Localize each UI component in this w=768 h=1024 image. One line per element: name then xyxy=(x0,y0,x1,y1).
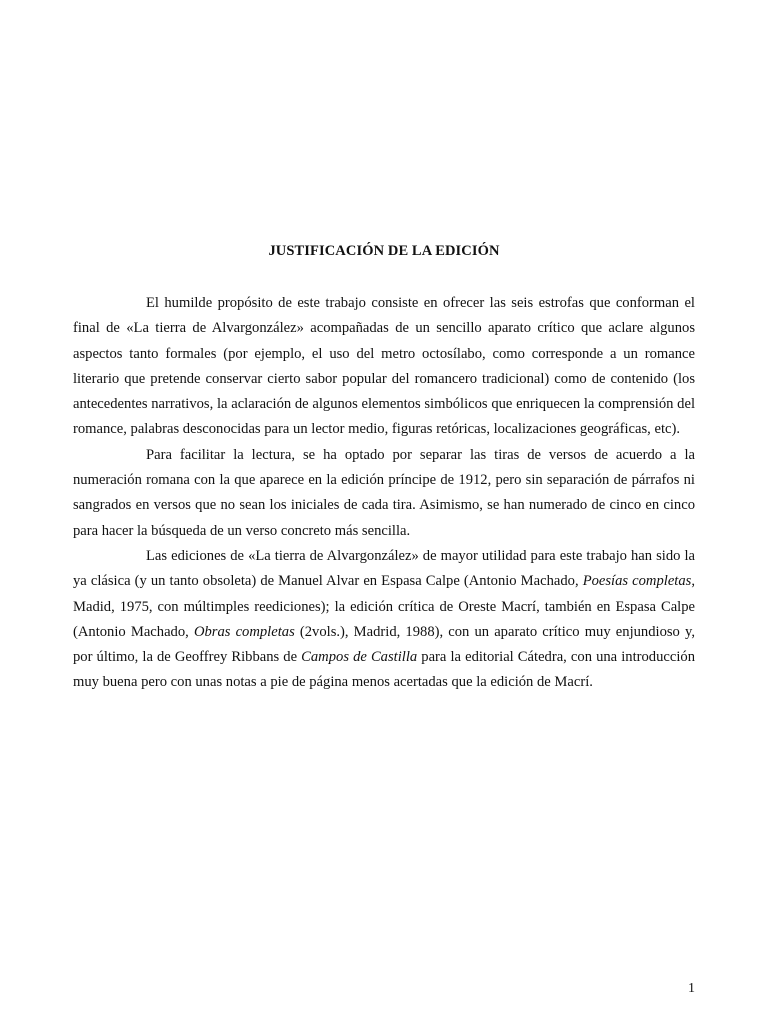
page-number: 1 xyxy=(688,981,695,996)
paragraph-3-text-3: (2vols.), Madrid, 1988), con un aparato crítico muy enjundioso y, por último, la de Geoffrey Ribbans de xyxy=(73,623,695,666)
page-title: JUSTIFICACIÓN DE LA EDICIÓN xyxy=(268,243,500,259)
book-title-poesias-completas: Poesías completas xyxy=(582,573,692,590)
paragraph-3-text-4: para la editorial Cátedra, con una introducción muy buena pero con unas notas a pie de página menos acertadas que la edición de Macrí. xyxy=(73,649,696,691)
paragraph-3-text-1: Las ediciones de «La tierra de Alvargonzález» de mayor utilidad para este trabajo han sido la ya clásica (y un tanto obsoleta) de Manuel Alvar en Espasa Calpe (Antonio Machado, xyxy=(73,547,695,590)
paragraph-1-text: El humilde propósito de este trabajo consiste en ofrecer las seis estrofas que conforman el final de «La tierra de Alvargonzález» acompañadas de un sencillo aparato crítico que aclare algunos aspectos tanto formales (por ejemplo, el uso del metro octosílabo, como corresponde a un romance literario que pretende conservar cierto sabor popular del romancero tradicional) como de contenido (los antecedentes narrativos, la aclaración de algunos elementos simbólicos que enriquecen la comprensión del romance, palabras desconocidas para un lector medio, figuras retóricas, localizaciones geográficas, etc). xyxy=(73,295,695,438)
body-text xyxy=(73,291,695,696)
book-title-campos-de-castilla: Campos de Castilla xyxy=(301,649,418,666)
paragraph-3-text-2: , Madid, 1975, con múltimples reediciones); la edición crítica de Oreste Macrí, también en Espasa Calpe (Antonio Machado, xyxy=(73,573,695,640)
paragraph-2-text: Para facilitar la lectura, se ha optado por separar las tiras de versos de acuerdo a la numeración romana con la que aparece en la edición príncipe de 1912, pero sin separación de párrafos ni sangrados en versos que no sean los iniciales de cada tira. Asimismo, se han numerado de cinco en cinco para hacer la búsqueda de un verso concreto más sencilla. xyxy=(73,446,695,539)
paragraph-2 xyxy=(73,443,695,544)
paragraph-1 xyxy=(73,291,695,443)
book-title-obras-completas: Obras completas xyxy=(193,623,295,640)
paragraph-3 xyxy=(73,544,695,696)
